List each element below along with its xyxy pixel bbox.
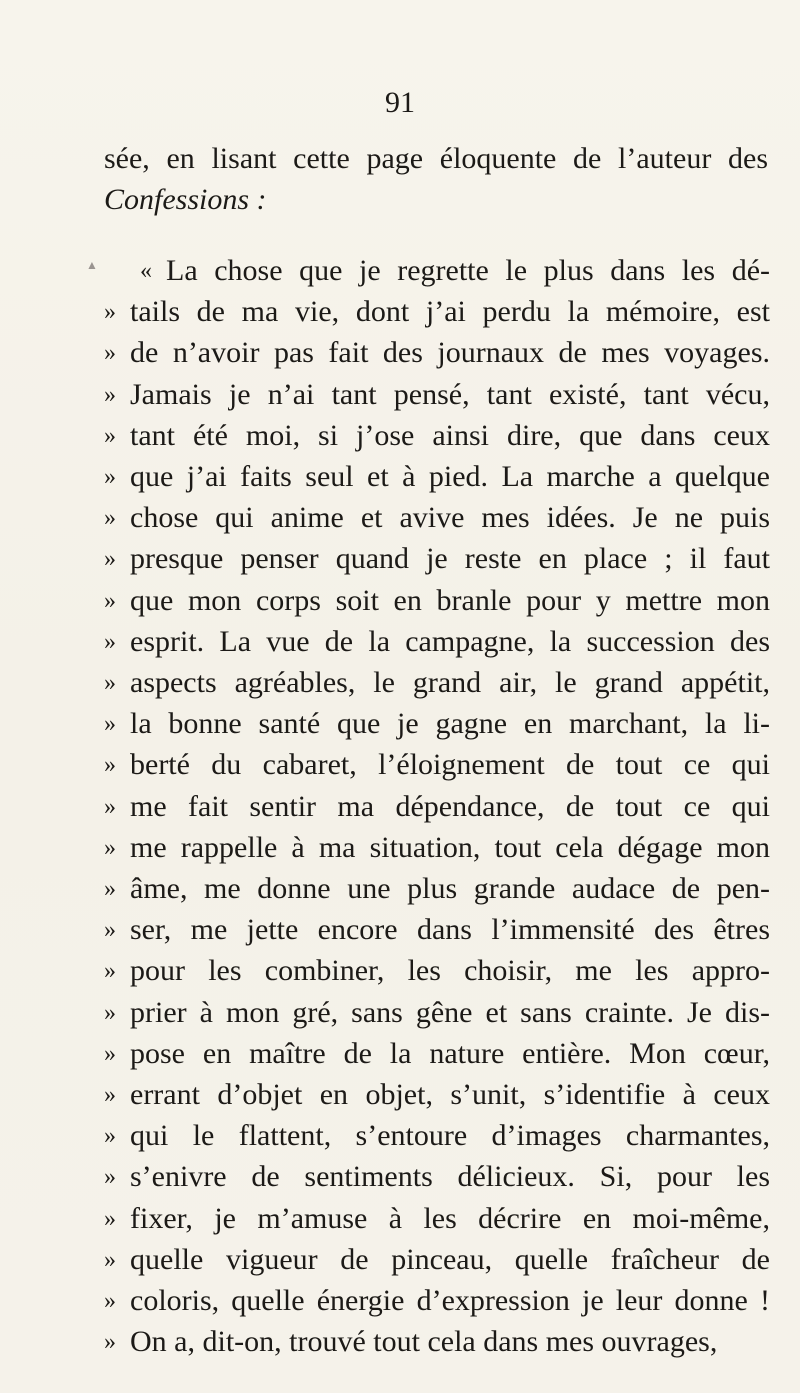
quote-line-text: quelle vigueur de pinceau, quelle fraîcheur de — [130, 1242, 770, 1276]
quote-line — [104, 827, 770, 869]
quote-line — [104, 662, 770, 704]
quote-line-text: errant d’objet en objet, s’unit, s’identifie à ceux — [130, 1078, 770, 1111]
text-line: sée, en lisant cette page éloquente de l’auteur des — [104, 142, 768, 175]
quote-line-text: aspects agréables, le grand air, le grand appétit, — [130, 666, 770, 699]
quote-line — [104, 1074, 770, 1116]
quote-line-text: me rappelle à ma situation, tout cela dégage mon — [130, 830, 770, 864]
quote-line — [104, 538, 770, 580]
quote-line-text: fixer, je m’amuse à les décrire en moi-même, — [130, 1201, 770, 1235]
continuation-guillemet: » — [104, 628, 116, 655]
quote-line — [104, 1280, 770, 1322]
quote-line — [104, 456, 770, 498]
continuation-guillemet: » — [104, 1288, 116, 1314]
quote-line-text: chose qui anime et avive mes idées. Je ne puis — [130, 501, 770, 535]
quote-line — [104, 703, 770, 745]
continuation-guillemet: » — [104, 1123, 116, 1150]
continuation-guillemet: » — [104, 464, 116, 490]
quote-line-text: qui le flattent, s’entoure d’images charmantes, — [130, 1119, 770, 1153]
quote-line-text: que j’ai faits seul et à pied. La marche a quelque — [130, 460, 770, 493]
continuation-guillemet: » — [104, 999, 116, 1026]
quote-line-text: ser, me jette encore dans l’immensité des êtres — [130, 913, 770, 947]
quote-line — [104, 992, 770, 1034]
opening-guillemet: « — [140, 258, 152, 284]
continuation-guillemet: » — [104, 917, 116, 944]
continuation-guillemet: » — [104, 505, 116, 532]
quote-line-text: esprit. La vue de la campagne, la succession des — [130, 624, 770, 658]
quote-line — [104, 1156, 770, 1198]
quote-line-text: prier à mon gré, sans gêne et sans crainte. Je dis- — [130, 995, 770, 1029]
continuation-guillemet: » — [104, 1040, 116, 1067]
continuation-guillemet: » — [104, 1246, 116, 1273]
continuation-guillemet: » — [104, 1329, 116, 1356]
quote-line — [104, 786, 770, 828]
quote-line-text: On a, dit-on, trouvé tout cela dans mes ouvrages, — [130, 1325, 718, 1359]
quote-line — [104, 415, 770, 457]
quote-line-text: âme, me donne une plus grande audace de pen- — [130, 872, 770, 905]
continuation-guillemet: » — [104, 422, 116, 449]
continuation-guillemet: » — [104, 340, 116, 367]
quote-line-text: La chose que je regrette le plus dans les dé- — [166, 254, 770, 287]
quote-line-text: Jamais je n’ai tant pensé, tant existé, tant vécu, — [130, 377, 770, 411]
continuation-guillemet: » — [104, 958, 116, 985]
quote-line — [104, 580, 770, 622]
quote-line — [104, 1239, 770, 1281]
quote-line-text: me fait sentir ma dépendance, de tout ce qui — [130, 789, 770, 823]
quote-line-text: presque penser quand je reste en place ; il faut — [130, 542, 770, 576]
quote-line — [104, 868, 770, 910]
continuation-guillemet: » — [104, 876, 116, 902]
quote-line-text: tant été moi, si j’ose ainsi dire, que dans ceux — [130, 418, 770, 452]
quote-line — [104, 744, 770, 786]
quote-line — [104, 950, 770, 992]
continuation-guillemet: » — [104, 1082, 116, 1108]
continuation-guillemet: » — [104, 670, 116, 696]
quote-line-text: pour les combiner, les choisir, me les appro- — [130, 954, 770, 988]
continuation-guillemet: » — [104, 381, 116, 408]
text-line — [104, 179, 768, 221]
quote-line — [104, 909, 770, 951]
continuation-guillemet: » — [104, 793, 116, 820]
quote-line — [104, 1198, 770, 1240]
quote-line — [104, 250, 770, 292]
quote-line — [104, 1033, 770, 1075]
quote-line — [104, 1321, 770, 1363]
page-number: 91 — [385, 86, 415, 119]
quote-line-text: coloris, quelle énergie d’expression je leur donne ! — [130, 1284, 770, 1317]
quote-line-text: s’enivre de sentiments délicieux. Si, pour les — [130, 1160, 770, 1194]
continuation-guillemet: » — [104, 546, 116, 573]
book-title: Confessions : — [104, 183, 267, 216]
quote-line — [104, 332, 770, 374]
quote-line-text: que mon corps soit en branle pour y mettre mon — [130, 583, 770, 617]
quote-line-text: tails de ma vie, dont j’ai perdu la mémoire, est — [130, 295, 770, 329]
continuation-guillemet: » — [104, 1205, 116, 1232]
quote-line — [104, 291, 770, 333]
continuation-guillemet: » — [104, 752, 116, 779]
quote-line — [104, 374, 770, 416]
quote-line-text: de n’avoir pas fait des journaux de mes voyages. — [130, 336, 770, 370]
quote-line — [104, 497, 770, 539]
quote-line-text: berté du cabaret, l’éloignement de tout ce qui — [130, 748, 770, 782]
quote-line — [104, 1115, 770, 1157]
quote-line — [104, 621, 770, 663]
continuation-guillemet: » — [104, 587, 116, 614]
quote-line-text: la bonne santé que je gagne en marchant, la li- — [130, 707, 770, 741]
quote-line-text: pose en maître de la nature entière. Mon cœur, — [130, 1036, 770, 1070]
continuation-guillemet: » — [104, 834, 116, 861]
page-mark: ▲ — [86, 258, 98, 272]
continuation-guillemet: » — [104, 1164, 116, 1191]
continuation-guillemet: » — [104, 299, 116, 326]
continuation-guillemet: » — [104, 711, 116, 738]
